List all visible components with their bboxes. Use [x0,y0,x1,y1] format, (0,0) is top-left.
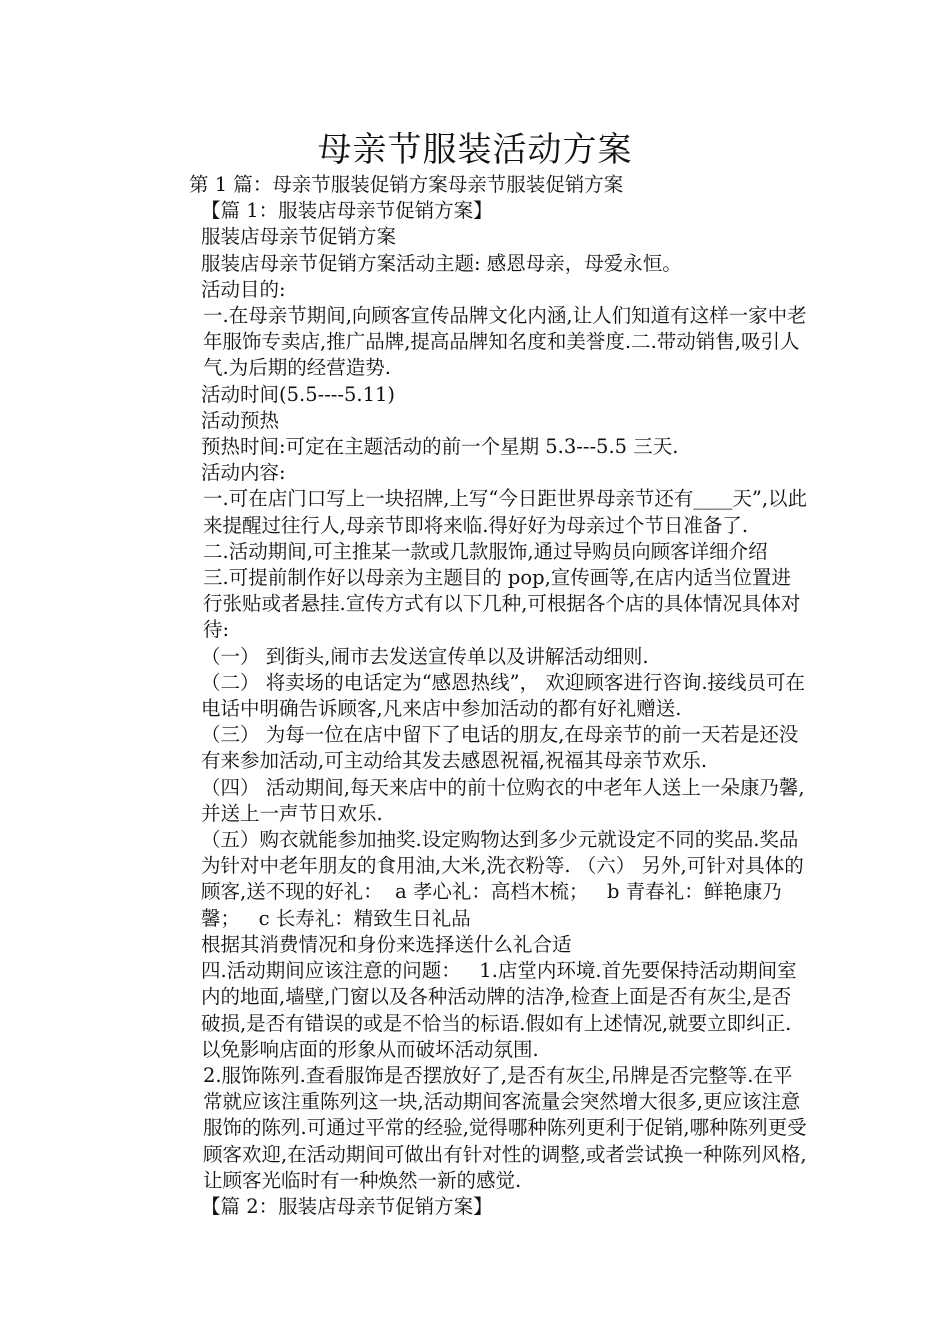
document-body [145,172,810,1220]
list-item: （二） 将卖场的电话定为“感恩热线”， 欢迎顾客进行咨询.接线员可在电话中明确告诉顾客,凡来店中参加活动的都有好礼赠送. [201,670,806,721]
paragraph: 四.活动期间应该注意的问题： 1.店堂内环境.首先要保持活动期间室内的地面,墙壁,门窗以及各种活动牌的洁净,检查上面是否有灰尘,是否破损,是否有错误的或是不恰当的标语.假如有上述情况,就要立即纠正.以免影响店面的形象从而破坏活动氛围. [201,959,797,1061]
paragraph: 二.活动期间,可主推某一款或几款服饰,通过导购员向顾客详细介绍 [203,539,768,563]
paragraph: 一.在母亲节期间,向顾客宣传品牌文化内涵,让人们知道有这样一家中老年服饰专卖店,推广品牌,提高品牌知名度和美誉度.二.带动销售,吸引人气.为后期的经营造势. [203,304,807,380]
paragraph: 活动预热 [201,408,280,432]
paragraph: 活动内容: [201,461,286,485]
paragraph: 活动目的: [201,277,286,301]
chapter-heading: 【篇 2：服装店母亲节促销方案】 [201,1194,493,1218]
chapter-heading: 【篇 1：服装店母亲节促销方案】 [201,199,493,223]
list-item: （一） 到街头,闹市去发送宣传单以及讲解活动细则. [201,644,649,668]
paragraph: 2.服饰陈列.查看服饰是否摆放好了,是否有灰尘,吊牌是否完整等.在平常就应该注重陈列这一块,活动期间客流量会突然增大很多,更应该注意服饰的陈列.可通过平常的经验,觉得哪种陈列更利于促销,哪种陈列更受顾客欢迎,在活动期间可做出有针对性的调整,或者尝试换一种陈列风格,让顾客光临时有一种焕然一新的感觉. [203,1063,807,1192]
section-heading: 第 1 篇：母亲节服装促销方案母亲节服装促销方案 [189,173,624,196]
paragraph: 三.可提前制作好以母亲为主题目的 pop,宣传画等,在店内适当位置进行张贴或者悬挂.宣传方式有以下几种,可根据各个店的具体情况具体对待: [203,566,801,642]
paragraph: 预热时间:可定在主题活动的前一个星期 5.3---5.5 三天. [201,435,679,459]
paragraph: 一.可在店门口写上一块招牌,上写“今日距世界母亲节还有____天”,以此来提醒过往行人,母亲节即将来临.得好好为母亲过个节日准备了. [203,487,808,537]
document-title: 母亲节服装活动方案 [317,130,633,170]
list-item: （三） 为每一位在店中留下了电话的朋友,在母亲节的前一天若是还没有来参加活动,可主动给其发去感恩祝福,祝福其母亲节欢乐. [201,723,799,773]
list-item: （四） 活动期间,每天来店中的前十位购衣的中老年人送上一朵康乃馨,并送上一声节日欢乐. [201,775,805,825]
paragraph: 根据其消费情况和身份来选择送什么礼合适 [201,932,572,956]
paragraph: 活动时间(5.5----5.11) [201,382,396,406]
list-item: （五）购衣就能参加抽奖.设定购物达到多少元就设定不同的奖品.奖品为针对中老年朋友的食用油,大米,洗衣粉等. （六） 另外,可针对具体的顾客,送不现的好礼： a 孝心礼：高档木梳； b 青春礼：鲜艳康乃馨； c 长寿礼：精致生日礼品 [201,828,804,930]
paragraph: 服装店母亲节促销方案 [201,225,397,249]
paragraph: 服装店母亲节促销方案活动主题: 感恩母亲，母爱永恒。 [201,251,682,275]
